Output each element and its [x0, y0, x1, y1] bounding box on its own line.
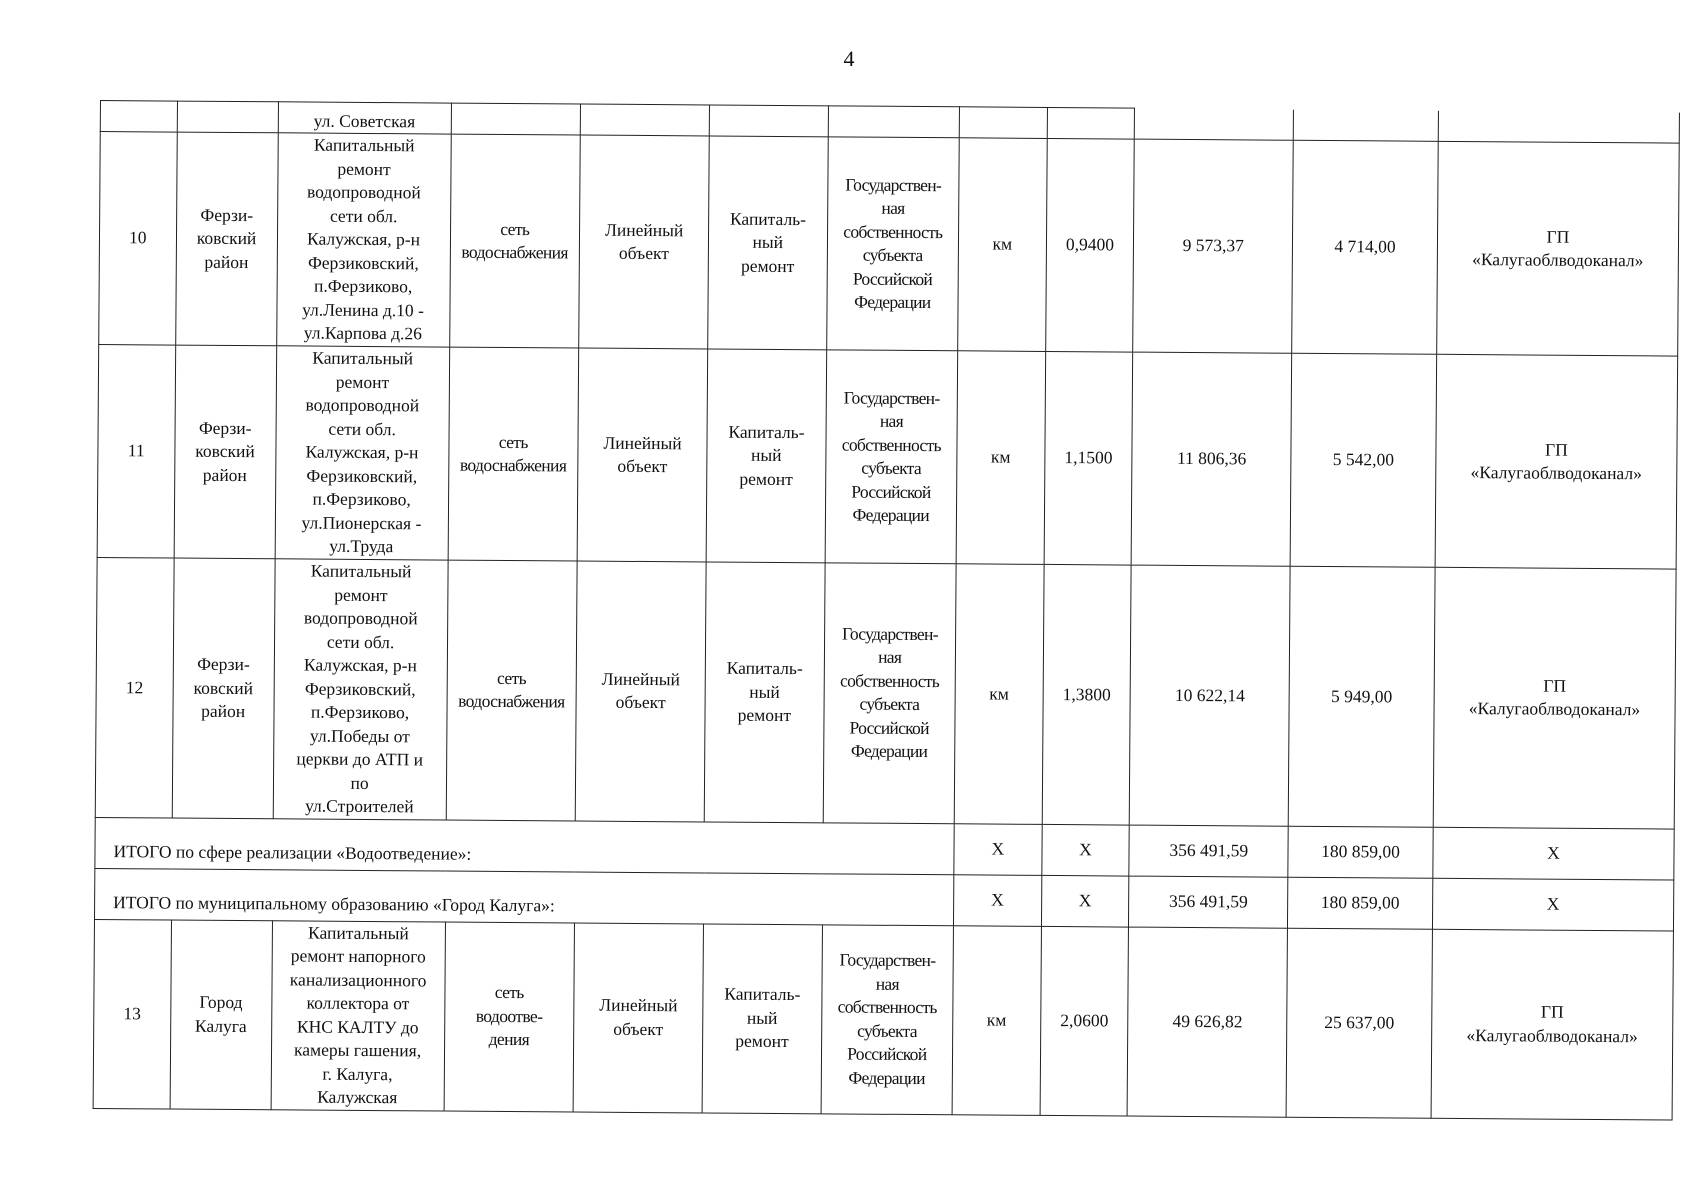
cell-description: Капитальный ремонт водопроводной сети обл. Калужская, р-н Ферзиковский, п.Ферзиково, ул.Ленина д.10 - ул.Карпова д.26 — [276, 133, 451, 347]
cell-cost: 10 622,14 — [1130, 565, 1291, 826]
cell-district — [177, 101, 278, 133]
cell-executor: ГП «Калугаоблводоканал» — [1437, 141, 1680, 356]
cell-amount: 25 637,00 — [1286, 928, 1432, 1118]
cell-empty — [451, 103, 581, 135]
cell-unit: км — [954, 564, 1044, 824]
cell-object-type: Линейный объект — [579, 135, 710, 349]
cell-description: Капитальный ремонт водопроводной сети обл. Калужская, р-н Ферзиковский, п.Ферзиково, ул.Пионерская - ул.Труда — [275, 346, 450, 560]
investment-program-table — [93, 100, 1680, 1120]
cell-executor: ГП «Калугаоблводоканал» — [1431, 929, 1674, 1120]
cell-empty — [1438, 110, 1679, 143]
cell-ownership: Государствен- ная собственность субъекта Российской Федерации — [825, 350, 958, 564]
cell-amount: 5 949,00 — [1288, 566, 1435, 827]
total-label: ИТОГО по сфере реализации «Водоотведение»: — [95, 817, 954, 874]
cell-district: Ферзи- ковский район — [172, 558, 275, 818]
cell-district: Ферзи- ковский район — [175, 132, 277, 346]
cell-amount: 180 859,00 — [1288, 877, 1433, 929]
cell-work-type: Капиталь- ный ремонт — [702, 923, 822, 1113]
total-label: ИТОГО по муниципальному образованию «Город Калуга»: — [94, 868, 953, 925]
cell-work-type: Капиталь- ный ремонт — [704, 562, 824, 822]
document-table-sheet — [92, 100, 1690, 1142]
cell-executor: Х — [1433, 827, 1675, 880]
cell-network-type: сеть водоснабжения — [448, 347, 579, 561]
cell-executor: ГП «Калугаоблводоканал» — [1433, 567, 1676, 828]
cell-object-type: Линейный объект — [577, 348, 708, 562]
cell-cost: 49 626,82 — [1127, 927, 1287, 1117]
cell-length: Х — [1042, 824, 1130, 876]
cell-object-type: Линейный объект — [575, 561, 706, 821]
cell-cost: 9 573,37 — [1133, 139, 1293, 353]
cell-length: 2,0600 — [1040, 926, 1129, 1116]
cell-empty — [709, 105, 828, 137]
cell-length: 0,9400 — [1045, 138, 1134, 352]
cell-work-type: Капиталь- ный ремонт — [708, 136, 828, 350]
cell-amount: 5 542,00 — [1290, 353, 1436, 567]
cell-empty — [959, 107, 1047, 139]
cell-length: Х — [1041, 875, 1129, 927]
cell-unit: км — [956, 351, 1045, 565]
cell-network-type: сеть водоснабжения — [449, 134, 580, 348]
table-row — [93, 919, 1673, 1120]
cell-row-number: 10 — [99, 132, 177, 346]
cell-network-type: сеть водоотве- дения — [444, 922, 575, 1112]
cell-ownership: Государствен- ная собственность субъекта Российской Федерации — [821, 924, 954, 1114]
page-number: 4 — [843, 46, 855, 71]
cell-empty — [1135, 108, 1294, 140]
cell-network-type: сеть водоснабжения — [446, 560, 577, 820]
cell-empty — [1293, 109, 1438, 141]
cell-unit: км — [958, 138, 1047, 352]
cell-length: 1,1500 — [1044, 351, 1133, 565]
cell-empty — [580, 104, 710, 136]
table-row — [97, 344, 1678, 569]
cell-executor: Х — [1432, 878, 1674, 931]
cell-amount: 180 859,00 — [1288, 826, 1433, 878]
cell-unit: км — [952, 925, 1041, 1115]
cell-district: Город Калуга — [170, 920, 272, 1110]
cell-cost: 11 806,36 — [1131, 352, 1291, 566]
cell-length: 1,3800 — [1042, 564, 1132, 824]
cell-ownership: Государствен- ная собственность субъекта Российской Федерации — [826, 137, 959, 351]
cell-work-type: Капиталь- ный ремонт — [706, 349, 826, 563]
table-row — [99, 132, 1680, 357]
cell-cost: 356 491,59 — [1129, 825, 1288, 877]
table-row — [95, 557, 1676, 828]
cell-unit: Х — [954, 874, 1042, 926]
cell-empty — [1047, 107, 1135, 139]
cell-description: ул. Советская — [278, 102, 451, 134]
cell-empty — [828, 106, 960, 138]
cell-amount: 4 714,00 — [1292, 140, 1438, 354]
cell-executor: ГП «Калугаоблводоканал» — [1435, 354, 1678, 569]
cell-no — [100, 101, 177, 133]
cell-row-number: 12 — [95, 557, 174, 817]
cell-ownership: Государствен- ная собственность субъекта Российской Федерации — [823, 563, 956, 823]
cell-row-number: 11 — [97, 344, 175, 558]
cell-unit: Х — [954, 823, 1042, 875]
cell-row-number: 13 — [93, 919, 171, 1109]
cell-district: Ферзи- ковский район — [174, 345, 276, 559]
cell-description: Капитальный ремонт напорного канализационного коллектора от КНС КАЛТУ до камеры гашения, г. Калуга, Калужская — [271, 920, 446, 1110]
cell-cost: 356 491,59 — [1129, 876, 1288, 928]
cell-description: Капитальный ремонт водопроводной сети обл. Калужская, р-н Ферзиковский, п.Ферзиково, ул.Победы от церкви до АТП и по ул.Строителей — [273, 559, 448, 820]
cell-object-type: Линейный объект — [573, 922, 704, 1112]
